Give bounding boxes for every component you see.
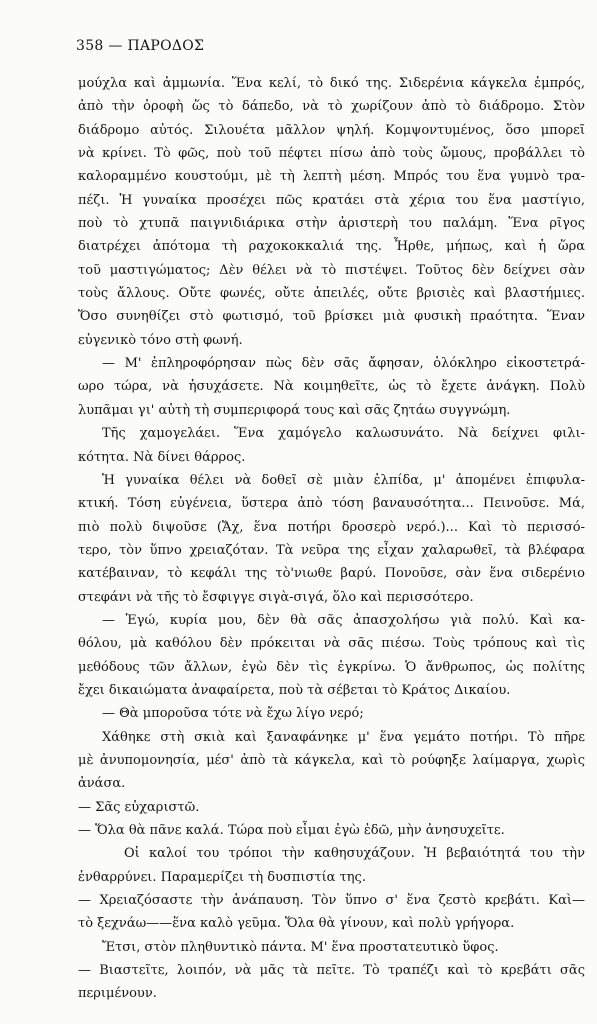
text-line: Οἱ καλοί του τρόποι τὴν καθησυχάζουν. Ἡ βεβαιότητά του τὴν bbox=[124, 846, 585, 862]
text-line: τερο, τὸν ὕπνο χρειαζόταν. Τὰ νεῦρα της εἶχαν χαλαρωθεῖ, τὰ βλέφαρα bbox=[78, 542, 585, 558]
text-line: τοὺς ἄλλους. Οὔτε φωνές, οὔτε ἀπειλές, οὔτε βρισιὲς καὶ βλαστήμιες. bbox=[78, 286, 585, 302]
text-line: ωρο τώρα, νὰ ἡσυχάσετε. Νὰ κοιμηθεῖτε, ὡς τὸ ἔχετε ἀνάγκη. Πολὺ bbox=[78, 379, 585, 395]
text-line: διατρέχει ἀπότομα τὴ ραχοκοκκαλιά της. Ἦρθε, μήπως, καὶ ἡ ὥρα bbox=[78, 239, 585, 255]
text-line: νὰ κρίνει. Τὸ φῶς, ποὺ τοῦ πέφτει πίσω ἀπὸ τοὺς ὤμους, προβάλλει τὸ bbox=[78, 146, 585, 162]
text-line: στεφάνι νὰ τῆς τὸ ἔσφιγγε σιγὰ-σιγά, ὅλο καὶ περισσότερο. bbox=[78, 589, 474, 605]
text-line: Ἔτσι, στὸν πληθυντικὸ πάντα. Μ' ἕνα προστατευτικὸ ὕφος. bbox=[102, 939, 499, 955]
text-line: ποὺ τὸ χτυπᾶ παιγνιδιάρικα στὴν ἀριστερὴ του παλάμη. Ἕνα ρῖγος bbox=[78, 216, 585, 232]
running-header bbox=[76, 38, 204, 54]
text-line: μὲ ἀνυπομονησία, μέσ' ἀπὸ τὰ κάγκελα, καὶ τὸ ρούφηξε λαίμαργα, χωρὶς bbox=[78, 752, 585, 768]
text-line: — Χρειαζόσαστε τὴν ἀνάπαυση. Τὸν ὕπνο σ' ἕνα ζεστὸ κρεβάτι. Καὶ— bbox=[78, 893, 585, 909]
text-line: Ἡ γυναίκα θέλει νὰ δοθεῖ σὲ μιὰν ἐλπίδα, μ' ἀπομένει ἐπιφυλα- bbox=[102, 472, 585, 488]
section-title: — ΠΑΡΟΔΟΣ bbox=[108, 38, 205, 54]
text-line: διάδρομο αὐτός. Σιλουέτα μᾶλλον ψηλή. Κομψοντυμένος, ὅσο μπορεῖ bbox=[78, 122, 585, 138]
text-line: πέζι. Ἡ γυναίκα προσέχει πῶς κρατάει στὰ χέρια του ἕνα μαστίγιο, bbox=[78, 192, 585, 208]
text-line: θόλου, μὰ καθόλου δὲν πρόκειται νὰ σᾶς πιέσω. Τοὺς τρόπους καὶ τὶς bbox=[78, 636, 585, 652]
body-text bbox=[78, 72, 585, 1006]
text-line: — Μ' ἐπληροφόρησαν πὼς δὲν σᾶς ἄφησαν, ὁλόκληρο εἰκοστετρά- bbox=[102, 356, 585, 372]
text-line: κότητα. Νὰ δίνει θάρρος. bbox=[78, 449, 246, 465]
text-line: μούχλα καὶ ἀμμωνία. Ἕνα κελί, τὸ δικό της. Σιδερένια κάγκελα ἐμπρός, bbox=[78, 76, 585, 91]
text-line: τὸ ξεχνάω——ἕνα καλὸ γεῦμα. Ὅλα θὰ γίνουν, καὶ πολὺ γρήγορα. bbox=[78, 916, 515, 932]
text-line: εὐγενικὸ τόνο στὴ φωνή. bbox=[78, 332, 243, 348]
text-line: ἀνάσα. bbox=[78, 776, 126, 792]
text-line: πιὸ πολὺ διψοῦσε (Ἄχ, ἕνα ποτήρι δροσερὸ νερό.)... Καὶ τὸ περισσό- bbox=[78, 519, 585, 535]
text-line: — Θὰ μποροῦσα τότε νὰ ἔχω λίγο νερό; bbox=[102, 706, 364, 722]
text-line: — Σᾶς εὐχαριστῶ. bbox=[78, 799, 200, 815]
page-number: 358 bbox=[76, 38, 104, 54]
text-line: τοῦ μαστιγώματος; Δὲν θέλει νὰ τὸ πιστέψει. Τοῦτος δὲν δείχνει σὰν bbox=[78, 262, 585, 278]
text-line: ἀπὸ τὴν ὀροφὴ ὥς τὸ δάπεδο, νὰ τὸ χωρίζουν ἀπὸ τὸ διάδρομο. Στὸν bbox=[78, 99, 585, 115]
text-line: καλοραμμένο κουστούμι, μὲ τὴ λεπτὴ μέση. Μπρός του ἕνα γυμνὸ τρα- bbox=[78, 169, 585, 185]
text-line: Χάθηκε στὴ σκιὰ καὶ ξαναφάνηκε μ' ἕνα γεμάτο ποτήρι. Τὸ πῆρε bbox=[102, 729, 585, 745]
text-line: ἐνθαρρύνει. Παραμερίζει τὴ δυσπιστία της. bbox=[78, 869, 366, 885]
text-line: — Ὅλα θὰ πᾶνε καλά. Τώρα ποὺ εἶμαι ἐγὼ ἐδῶ, μὴν ἀνησυχεῖτε. bbox=[78, 823, 505, 838]
text-line: — Ἐγώ, κυρία μου, δὲν θὰ σᾶς ἀπασχολήσω γιὰ πολύ. Καὶ κα- bbox=[102, 612, 585, 628]
text-line: Ὅσο συνηθίζει στὸ φωτισμό, τοῦ βρίσκει μιὰ φυσικὴ πραότητα. Ἕναν bbox=[78, 309, 585, 325]
text-line: Τῆς χαμογελάει. Ἕνα χαμόγελο καλωσυνάτο. Νὰ δείχνει φιλι- bbox=[102, 426, 585, 442]
text-line: περιμένουν. bbox=[78, 986, 157, 1002]
text-line: μεθόδους τῶν ἄλλων, ἐγὼ δὲν τὶς ἐγκρίνω. Ὁ ἄνθρωπος, ὡς πολίτης bbox=[78, 659, 585, 675]
text-line: κτική. Τόση εὐγένεια, ὕστερα ἀπὸ τόση βαναυσότητα... Πεινοῦσε. Μά, bbox=[78, 496, 585, 512]
text-line: — Βιαστεῖτε, λοιπόν, νὰ μᾶς τὰ πεῖτε. Τὸ τραπέζι καὶ τὸ κρεβάτι σᾶς bbox=[78, 963, 585, 979]
text-line: κατέβαιναν, τὸ κεφάλι της τὸ'νιωθε βαρύ. Πονοῦσε, σὰν ἕνα σιδερένιο bbox=[78, 566, 585, 582]
text-line: λυπᾶμαι γι' αὐτὴ τὴ συμπεριφορά τους καὶ σᾶς ζητάω συγγνώμη. bbox=[78, 402, 511, 418]
text-line: ἔχει δικαιώματα ἀναφαίρετα, ποὺ τὰ σέβεται τὸ Κράτος Δικαίου. bbox=[78, 682, 511, 698]
